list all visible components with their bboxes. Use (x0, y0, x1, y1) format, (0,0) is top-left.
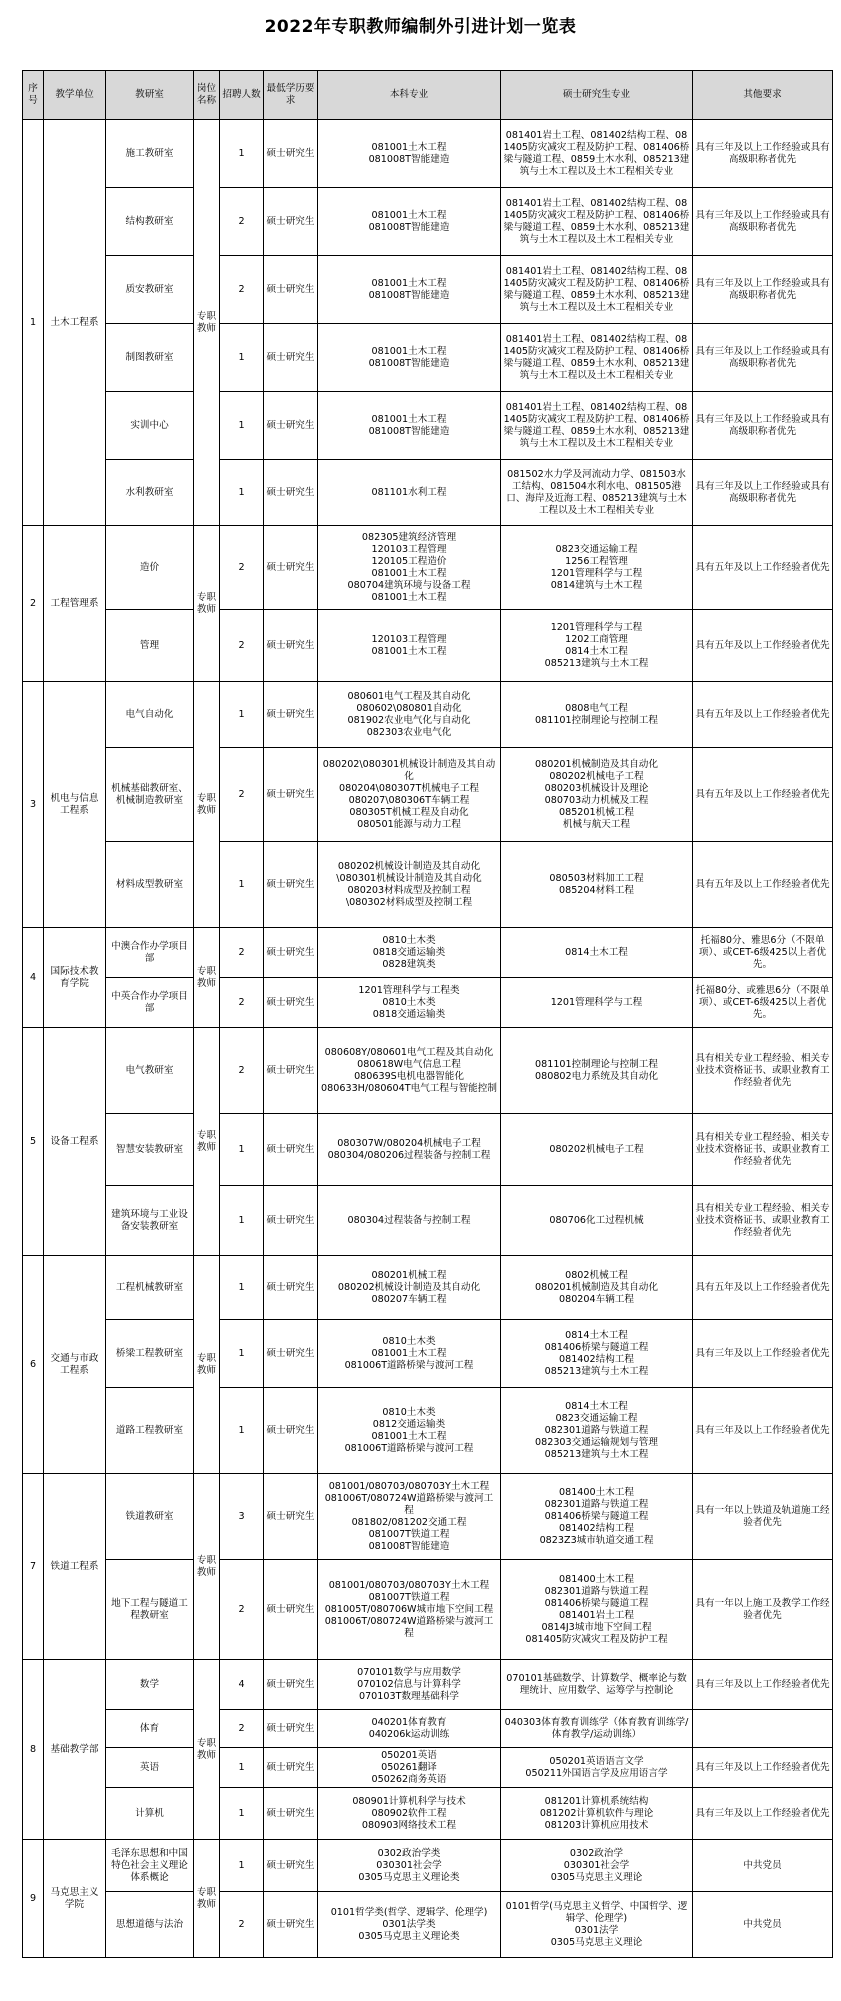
table-row (23, 1788, 833, 1840)
headcount-cell: 1 (220, 324, 264, 392)
post-name-cell: 专职教师 (194, 1660, 220, 1840)
other-requirements-cell: 具有五年及以上工作经验者优先 (693, 526, 833, 610)
office-cell: 中澳合作办学项目部 (106, 928, 194, 978)
master-major-cell: 0808电气工程 081101控制理论与控制工程 (501, 682, 693, 748)
office-cell: 电气自动化 (106, 682, 194, 748)
office-cell: 建筑环境与工业设备安装教研室 (106, 1186, 194, 1256)
headcount-cell: 1 (220, 1840, 264, 1892)
other-requirements-cell: 中共党员 (693, 1892, 833, 1958)
other-requirements-cell: 具有三年及以上工作经验者优先 (693, 1660, 833, 1710)
post-name-cell: 专职教师 (194, 120, 220, 526)
master-major-cell: 0814土木工程 081406桥梁与隧道工程 081402结构工程 085213建筑与土木工程 (501, 1320, 693, 1388)
office-cell: 实训中心 (106, 392, 194, 460)
table-row (23, 1892, 833, 1958)
other-requirements-cell: 具有三年及以上工作经验或具有高级职称者优先 (693, 256, 833, 324)
bachelor-major-cell: 120103工程管理 081001土木工程 (318, 610, 501, 682)
education-cell: 硕士研究生 (264, 460, 318, 526)
other-requirements-cell: 中共党员 (693, 1840, 833, 1892)
table-row (23, 188, 833, 256)
education-cell: 硕士研究生 (264, 978, 318, 1028)
bachelor-major-cell: 050201英语 050261翻译 050262商务英语 (318, 1748, 501, 1788)
header-cell: 教学单位 (44, 71, 106, 120)
table-row (23, 748, 833, 842)
other-requirements-cell: 具有三年及以上工作经验者优先 (693, 1388, 833, 1474)
bachelor-major-cell: 081001土木工程 081008T智能建造 (318, 392, 501, 460)
master-major-cell: 0814土木工程 (501, 928, 693, 978)
table-row (23, 324, 833, 392)
headcount-cell: 2 (220, 928, 264, 978)
page-title: 2022年专职教师编制外引进计划一览表 (264, 17, 577, 37)
master-major-cell: 0814土木工程 0823交通运输工程 082301道路与铁道工程 082303交通运输规划与管理 085213建筑与土木工程 (501, 1388, 693, 1474)
table-row (23, 1028, 833, 1114)
education-cell: 硕士研究生 (264, 1560, 318, 1660)
post-name-cell: 专职教师 (194, 928, 220, 1028)
bachelor-major-cell: 0810土木类 0812交通运输类 081001土木工程 081006T道路桥梁与渡河工程 (318, 1388, 501, 1474)
office-cell: 造价 (106, 526, 194, 610)
other-requirements-cell (693, 1710, 833, 1748)
serial-number-cell: 2 (23, 526, 44, 682)
table-row (23, 1560, 833, 1660)
other-requirements-cell: 具有相关专业工程经验、相关专业技术资格证书、或职业教育工作经验者优先 (693, 1028, 833, 1114)
other-requirements-cell: 具有五年及以上工作经验者优先 (693, 682, 833, 748)
master-major-cell: 081400土木工程 082301道路与铁道工程 081406桥梁与隧道工程 081401岩土工程 0814J3城市地下空间工程 081405防灾减灾工程及防护工程 (501, 1560, 693, 1660)
headcount-cell: 2 (220, 526, 264, 610)
education-cell: 硕士研究生 (264, 1660, 318, 1710)
table-row (23, 1186, 833, 1256)
education-cell: 硕士研究生 (264, 682, 318, 748)
table-row (23, 610, 833, 682)
education-cell: 硕士研究生 (264, 928, 318, 978)
headcount-cell: 1 (220, 1186, 264, 1256)
table-row (23, 1660, 833, 1710)
table-row (23, 1748, 833, 1788)
teaching-unit-cell: 工程管理系 (44, 526, 106, 682)
education-cell: 硕士研究生 (264, 1788, 318, 1840)
office-cell: 数学 (106, 1660, 194, 1710)
serial-number-cell: 7 (23, 1474, 44, 1660)
table-row (23, 928, 833, 978)
header-cell: 硕士研究生专业 (501, 71, 693, 120)
headcount-cell: 1 (220, 460, 264, 526)
header-cell: 招聘人数 (220, 71, 264, 120)
education-cell: 硕士研究生 (264, 1748, 318, 1788)
office-cell: 铁道教研室 (106, 1474, 194, 1560)
master-major-cell: 080202机械电子工程 (501, 1114, 693, 1186)
master-major-cell: 080706化工过程机械 (501, 1186, 693, 1256)
master-major-cell: 080201机械制造及其自动化 080202机械电子工程 080203机械设计及理论 080703动力机械及工程 085201机械工程 机械与航天工程 (501, 748, 693, 842)
other-requirements-cell: 具有一年以上铁道及轨道施工经验者优先 (693, 1474, 833, 1560)
bachelor-major-cell: 1201管理科学与工程类 0810土木类 0818交通运输类 (318, 978, 501, 1028)
other-requirements-cell: 具有三年及以上工作经验或具有高级职称者优先 (693, 324, 833, 392)
headcount-cell: 2 (220, 1028, 264, 1114)
headcount-cell: 1 (220, 1748, 264, 1788)
bachelor-major-cell: 0101哲学类(哲学、逻辑学、伦理学) 0301法学类 0305马克思主义理论类 (318, 1892, 501, 1958)
serial-number-cell: 5 (23, 1028, 44, 1256)
education-cell: 硕士研究生 (264, 1710, 318, 1748)
other-requirements-cell: 具有三年及以上工作经验或具有高级职称者优先 (693, 120, 833, 188)
education-cell: 硕士研究生 (264, 748, 318, 842)
table-row (23, 460, 833, 526)
office-cell: 毛泽东思想和中国特色社会主义理论体系概论 (106, 1840, 194, 1892)
headcount-cell: 2 (220, 748, 264, 842)
office-cell: 材料成型教研室 (106, 842, 194, 928)
header-cell: 教研室 (106, 71, 194, 120)
table-row (23, 1256, 833, 1320)
master-major-cell: 040303体育教育训练学（体育教育训练学/体育教学/运动训练） (501, 1710, 693, 1748)
other-requirements-cell: 具有三年及以上工作经验或具有高级职称者优先 (693, 460, 833, 526)
table-row (23, 256, 833, 324)
other-requirements-cell: 具有三年及以上工作经验者优先 (693, 1748, 833, 1788)
bachelor-major-cell: 0302政治学类 030301社会学 0305马克思主义理论类 (318, 1840, 501, 1892)
master-major-cell: 0101哲学(马克思主义哲学、中国哲学、逻辑学、伦理学) 0301法学 0305马克思主义理论 (501, 1892, 693, 1958)
office-cell: 桥梁工程教研室 (106, 1320, 194, 1388)
bachelor-major-cell: 081001土木工程 081008T智能建造 (318, 324, 501, 392)
table-row (23, 1114, 833, 1186)
office-cell: 计算机 (106, 1788, 194, 1840)
serial-number-cell: 6 (23, 1256, 44, 1474)
headcount-cell: 4 (220, 1660, 264, 1710)
post-name-cell: 专职教师 (194, 526, 220, 682)
bachelor-major-cell: 081001/080703/080703Y土木工程 081006T/080724W道路桥梁与渡河工程 081802/081202交通工程 081007T铁道工程 081008T智能建造 (318, 1474, 501, 1560)
bachelor-major-cell: 080202\080301机械设计制造及其自动化 080204\080307T机械电子工程 080207\080306T车辆工程 080305T机械工程及自动化 080501能源与动力工程 (318, 748, 501, 842)
education-cell: 硕士研究生 (264, 256, 318, 324)
table-row (23, 978, 833, 1028)
table-row (23, 842, 833, 928)
bachelor-major-cell: 081101水利工程 (318, 460, 501, 526)
headcount-cell: 2 (220, 256, 264, 324)
header-cell: 其他要求 (693, 71, 833, 120)
header-row (23, 71, 833, 120)
headcount-cell: 2 (220, 610, 264, 682)
master-major-cell: 081401岩土工程、081402结构工程、081405防灾减灾工程及防护工程、081406桥梁与隧道工程、0859土木水利、085213建筑与土木工程以及土木工程相关专业 (501, 324, 693, 392)
education-cell: 硕士研究生 (264, 1474, 318, 1560)
bachelor-major-cell: 081001土木工程 081008T智能建造 (318, 188, 501, 256)
education-cell: 硕士研究生 (264, 1320, 318, 1388)
table-row (23, 120, 833, 188)
header-cell: 本科专业 (318, 71, 501, 120)
headcount-cell: 1 (220, 1114, 264, 1186)
other-requirements-cell: 具有三年及以上工作经验或具有高级职称者优先 (693, 188, 833, 256)
post-name-cell: 专职教师 (194, 1028, 220, 1256)
education-cell: 硕士研究生 (264, 1256, 318, 1320)
office-cell: 智慧安装教研室 (106, 1114, 194, 1186)
headcount-cell: 1 (220, 842, 264, 928)
office-cell: 结构教研室 (106, 188, 194, 256)
master-major-cell: 081101控制理论与控制工程 080802电力系统及其自动化 (501, 1028, 693, 1114)
education-cell: 硕士研究生 (264, 392, 318, 460)
office-cell: 水利教研室 (106, 460, 194, 526)
master-major-cell: 0823交通运输工程 1256工程管理 1201管理科学与工程 0814建筑与土木工程 (501, 526, 693, 610)
bachelor-major-cell: 080901计算机科学与技术 080902软件工程 080903网络技术工程 (318, 1788, 501, 1840)
header-cell: 序号 (23, 71, 44, 120)
office-cell: 电气教研室 (106, 1028, 194, 1114)
education-cell: 硕士研究生 (264, 1892, 318, 1958)
recruitment-table (22, 70, 833, 1958)
other-requirements-cell: 具有五年及以上工作经验者优先 (693, 748, 833, 842)
headcount-cell: 2 (220, 1560, 264, 1660)
table-row (23, 1840, 833, 1892)
education-cell: 硕士研究生 (264, 1114, 318, 1186)
office-cell: 质安教研室 (106, 256, 194, 324)
headcount-cell: 1 (220, 1256, 264, 1320)
post-name-cell: 专职教师 (194, 1256, 220, 1474)
education-cell: 硕士研究生 (264, 610, 318, 682)
headcount-cell: 3 (220, 1474, 264, 1560)
education-cell: 硕士研究生 (264, 1028, 318, 1114)
master-major-cell: 081401岩土工程、081402结构工程、081405防灾减灾工程及防护工程、081406桥梁与隧道工程、0859土木水利、085213建筑与土木工程以及土木工程相关专业 (501, 256, 693, 324)
master-major-cell: 0302政治学 030301社会学 0305马克思主义理论 (501, 1840, 693, 1892)
teaching-unit-cell: 设备工程系 (44, 1028, 106, 1256)
master-major-cell: 050201英语语言文学 050211外国语言学及应用语言学 (501, 1748, 693, 1788)
post-name-cell: 专职教师 (194, 682, 220, 928)
serial-number-cell: 3 (23, 682, 44, 928)
table-row (23, 392, 833, 460)
other-requirements-cell: 托福80分、或雅思6分（不限单项）、或CET-6级425以上者优先。 (693, 978, 833, 1028)
other-requirements-cell: 具有三年及以上工作经验者优先 (693, 1320, 833, 1388)
serial-number-cell: 8 (23, 1660, 44, 1840)
bachelor-major-cell: 080202机械设计制造及其自动化 \080301机械设计制造及其自动化 080203材料成型及控制工程 \080302材料成型及控制工程 (318, 842, 501, 928)
office-cell: 地下工程与隧道工程教研室 (106, 1560, 194, 1660)
post-name-cell: 专职教师 (194, 1840, 220, 1958)
other-requirements-cell: 具有五年及以上工作经验者优先 (693, 1256, 833, 1320)
office-cell: 制图教研室 (106, 324, 194, 392)
table-row (23, 682, 833, 748)
teaching-unit-cell: 交通与市政工程系 (44, 1256, 106, 1474)
bachelor-major-cell: 040201体育教育 040206k运动训练 (318, 1710, 501, 1748)
education-cell: 硕士研究生 (264, 526, 318, 610)
master-major-cell: 081401岩土工程、081402结构工程、081405防灾减灾工程及防护工程、081406桥梁与隧道工程、0859土木水利、085213建筑与土木工程以及土木工程相关专业 (501, 188, 693, 256)
teaching-unit-cell: 土木工程系 (44, 120, 106, 526)
bachelor-major-cell: 080307W/080204机械电子工程 080304/080206过程装备与控制工程 (318, 1114, 501, 1186)
master-major-cell: 081401岩土工程、081402结构工程、081405防灾减灾工程及防护工程、081406桥梁与隧道工程、0859土木水利、085213建筑与土木工程以及土木工程相关专业 (501, 392, 693, 460)
master-major-cell: 081502水力学及河流动力学、081503水工结构、081504水利水电、081505港口、海岸及近海工程、085213建筑与土木工程以及土木工程相关专业 (501, 460, 693, 526)
master-major-cell: 070101基础数学、计算数学、概率论与数理统计、应用数学、运筹学与控制论 (501, 1660, 693, 1710)
headcount-cell: 1 (220, 1788, 264, 1840)
office-cell: 体育 (106, 1710, 194, 1748)
office-cell: 英语 (106, 1748, 194, 1788)
master-major-cell: 1201管理科学与工程 1202工商管理 0814土木工程 085213建筑与土木工程 (501, 610, 693, 682)
other-requirements-cell: 具有一年以上施工及教学工作经验者优先 (693, 1560, 833, 1660)
headcount-cell: 2 (220, 1710, 264, 1748)
table-row (23, 526, 833, 610)
education-cell: 硕士研究生 (264, 1186, 318, 1256)
other-requirements-cell: 具有三年及以上工作经验者优先 (693, 1788, 833, 1840)
master-major-cell: 081400土木工程 082301道路与铁道工程 081406桥梁与隧道工程 081402结构工程 0823Z3城市轨道交通工程 (501, 1474, 693, 1560)
bachelor-major-cell: 080601电气工程及其自动化 080602\080801自动化 081902农业电气化与自动化 082303农业电气化 (318, 682, 501, 748)
teaching-unit-cell: 国际技术教育学院 (44, 928, 106, 1028)
bachelor-major-cell: 080608Y/080601电气工程及其自动化 080618W电气信息工程 080639S电机电器智能化 080633H/080604T电气工程与智能控制 (318, 1028, 501, 1114)
education-cell: 硕士研究生 (264, 1840, 318, 1892)
education-cell: 硕士研究生 (264, 842, 318, 928)
office-cell: 中英合作办学项目部 (106, 978, 194, 1028)
education-cell: 硕士研究生 (264, 188, 318, 256)
headcount-cell: 1 (220, 1388, 264, 1474)
master-major-cell: 0802机械工程 080201机械制造及其自动化 080204车辆工程 (501, 1256, 693, 1320)
teaching-unit-cell: 基础教学部 (44, 1660, 106, 1840)
table-row (23, 1474, 833, 1560)
other-requirements-cell: 托福80分、雅思6分（不限单项）、或CET-6级425以上者优先。 (693, 928, 833, 978)
serial-number-cell: 1 (23, 120, 44, 526)
bachelor-major-cell: 0810土木类 0818交通运输类 0828建筑类 (318, 928, 501, 978)
bachelor-major-cell: 081001/080703/080703Y土木工程 081007T铁道工程 081005T/080706W城市地下空间工程 081006T/080724W道路桥梁与渡河工程 (318, 1560, 501, 1660)
table-row (23, 1388, 833, 1474)
headcount-cell: 1 (220, 682, 264, 748)
teaching-unit-cell: 马克思主义学院 (44, 1840, 106, 1958)
headcount-cell: 1 (220, 1320, 264, 1388)
other-requirements-cell: 具有相关专业工程经验、相关专业技术资格证书、或职业教育工作经验者优先 (693, 1114, 833, 1186)
headcount-cell: 1 (220, 392, 264, 460)
table-row (23, 1710, 833, 1748)
education-cell: 硕士研究生 (264, 1388, 318, 1474)
bachelor-major-cell: 0810土木类 081001土木工程 081006T道路桥梁与渡河工程 (318, 1320, 501, 1388)
other-requirements-cell: 具有相关专业工程经验、相关专业技术资格证书、或职业教育工作经验者优先 (693, 1186, 833, 1256)
header-cell: 最低学历要求 (264, 71, 318, 120)
office-cell: 工程机械教研室 (106, 1256, 194, 1320)
education-cell: 硕士研究生 (264, 120, 318, 188)
office-cell: 机械基础教研室、机械制造教研室 (106, 748, 194, 842)
headcount-cell: 2 (220, 1892, 264, 1958)
office-cell: 思想道德与法治 (106, 1892, 194, 1958)
bachelor-major-cell: 080201机械工程 080202机械设计制造及其自动化 080207车辆工程 (318, 1256, 501, 1320)
other-requirements-cell: 具有五年及以上工作经验者优先 (693, 842, 833, 928)
headcount-cell: 1 (220, 120, 264, 188)
table-row (23, 1320, 833, 1388)
headcount-cell: 2 (220, 978, 264, 1028)
master-major-cell: 080503材料加工工程 085204材料工程 (501, 842, 693, 928)
bachelor-major-cell: 070101数学与应用数学 070102信息与计算科学 070103T数理基础科学 (318, 1660, 501, 1710)
bachelor-major-cell: 080304过程装备与控制工程 (318, 1186, 501, 1256)
master-major-cell: 1201管理科学与工程 (501, 978, 693, 1028)
other-requirements-cell: 具有五年及以上工作经验者优先 (693, 610, 833, 682)
bachelor-major-cell: 081001土木工程 081008T智能建造 (318, 256, 501, 324)
headcount-cell: 2 (220, 188, 264, 256)
office-cell: 管理 (106, 610, 194, 682)
office-cell: 道路工程教研室 (106, 1388, 194, 1474)
table-body (23, 120, 833, 1958)
education-cell: 硕士研究生 (264, 324, 318, 392)
header-cell: 岗位名称 (194, 71, 220, 120)
bachelor-major-cell: 082305建筑经济管理 120103工程管理 120105工程造价 081001土木工程 080704建筑环境与设备工程 081001土木工程 (318, 526, 501, 610)
teaching-unit-cell: 铁道工程系 (44, 1474, 106, 1660)
other-requirements-cell: 具有三年及以上工作经验或具有高级职称者优先 (693, 392, 833, 460)
bachelor-major-cell: 081001土木工程 081008T智能建造 (318, 120, 501, 188)
office-cell: 施工教研室 (106, 120, 194, 188)
post-name-cell: 专职教师 (194, 1474, 220, 1660)
master-major-cell: 081401岩土工程、081402结构工程、081405防灾减灾工程及防护工程、081406桥梁与隧道工程、0859土木水利、085213建筑与土木工程以及土木工程相关专业 (501, 120, 693, 188)
teaching-unit-cell: 机电与信息工程系 (44, 682, 106, 928)
serial-number-cell: 9 (23, 1840, 44, 1958)
serial-number-cell: 4 (23, 928, 44, 1028)
master-major-cell: 081201计算机系统结构 081202计算机软件与理论 081203计算机应用技术 (501, 1788, 693, 1840)
